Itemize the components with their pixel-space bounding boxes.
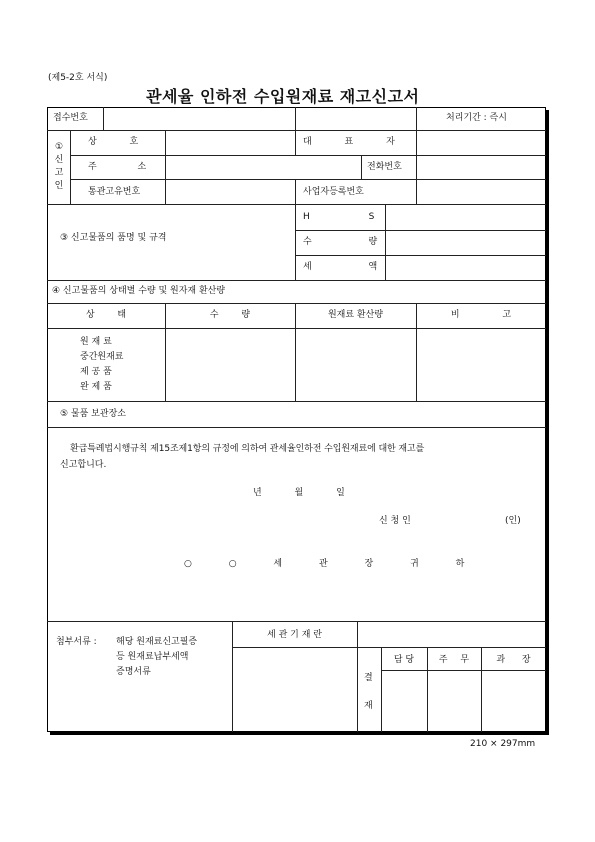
reporter-section-label: ① 신 고 인 bbox=[54, 142, 64, 191]
section4-title: ④ 신고물품의 상태별 수량 및 원자재 환산량 bbox=[52, 286, 226, 296]
goods-name-spec-label: ③ 신고물품의 품명 및 규격 bbox=[60, 233, 167, 243]
attachment-line-3: 증명서류 bbox=[116, 667, 151, 677]
column-header-conversion: 원재료 환산량 bbox=[327, 310, 384, 320]
statement-line-1: 환급특례법시행규칙 제15조제1항의 규정에 의하여 관세율인하전 수입원재료에 대한 재고를 bbox=[70, 444, 425, 454]
recipient-line: ○ ○ 세 관 장 귀 하 bbox=[184, 559, 465, 569]
statement-line-2: 신고합니다. bbox=[60, 460, 107, 470]
section5-title: ⑤ 물품 보관장소 bbox=[60, 409, 126, 419]
column-header-quantity: 수 량 bbox=[209, 310, 251, 320]
approval-label-1: 결 bbox=[364, 673, 373, 683]
attachment-line-1: 해당 원재료신고필증 bbox=[116, 637, 198, 647]
column-header-status: 상 태 bbox=[85, 310, 127, 320]
tax-amount-label: 세 액 bbox=[303, 262, 378, 272]
state-finished-goods: 완 제 품 bbox=[80, 382, 112, 392]
hs-label: H S bbox=[303, 212, 375, 222]
form-title: 관세율 인하전 수입원재료 재고신고서 bbox=[146, 87, 420, 106]
state-raw-material: 원 재 료 bbox=[80, 337, 112, 347]
frame-shadow bbox=[546, 110, 549, 734]
approval-label-2: 재 bbox=[364, 701, 373, 711]
customs-id-label: 통관고유번호 bbox=[88, 187, 141, 197]
phone-label: 전화번호 bbox=[367, 162, 402, 172]
address-label: 주 소 bbox=[88, 162, 147, 172]
processing-period: 처리기간 : 즉시 bbox=[446, 113, 507, 123]
attachments-label: 첨부서류 : bbox=[56, 637, 97, 647]
paper-size: 210 × 297mm bbox=[470, 739, 536, 749]
approver-staff: 담 당 bbox=[393, 655, 415, 665]
state-work-in-process: 제 공 품 bbox=[80, 367, 112, 377]
state-intermediate-material: 중간원재료 bbox=[80, 352, 124, 362]
column-header-remarks: 비 고 bbox=[450, 310, 512, 320]
customs-entry-label: 세 관 기 재 란 bbox=[267, 630, 322, 640]
representative-label: 대 표 자 bbox=[303, 137, 395, 147]
attachment-line-2: 등 원재료납부세액 bbox=[116, 652, 189, 662]
business-reg-label: 사업자등록번호 bbox=[303, 187, 364, 197]
applicant-seal: (인) bbox=[505, 516, 521, 526]
statement-date: 년 월 일 bbox=[253, 488, 345, 498]
applicant-label: 신 청 인 bbox=[379, 516, 411, 526]
frame-shadow bbox=[50, 732, 549, 735]
approver-chief: 과 장 bbox=[496, 655, 531, 665]
trade-name-label: 상 호 bbox=[88, 137, 139, 147]
form-number: (제5-2호 서식) bbox=[48, 73, 108, 83]
approver-manager: 주 무 bbox=[438, 655, 470, 665]
receipt-number-label: 접수번호 bbox=[53, 113, 88, 123]
quantity-label: 수 량 bbox=[303, 237, 378, 247]
